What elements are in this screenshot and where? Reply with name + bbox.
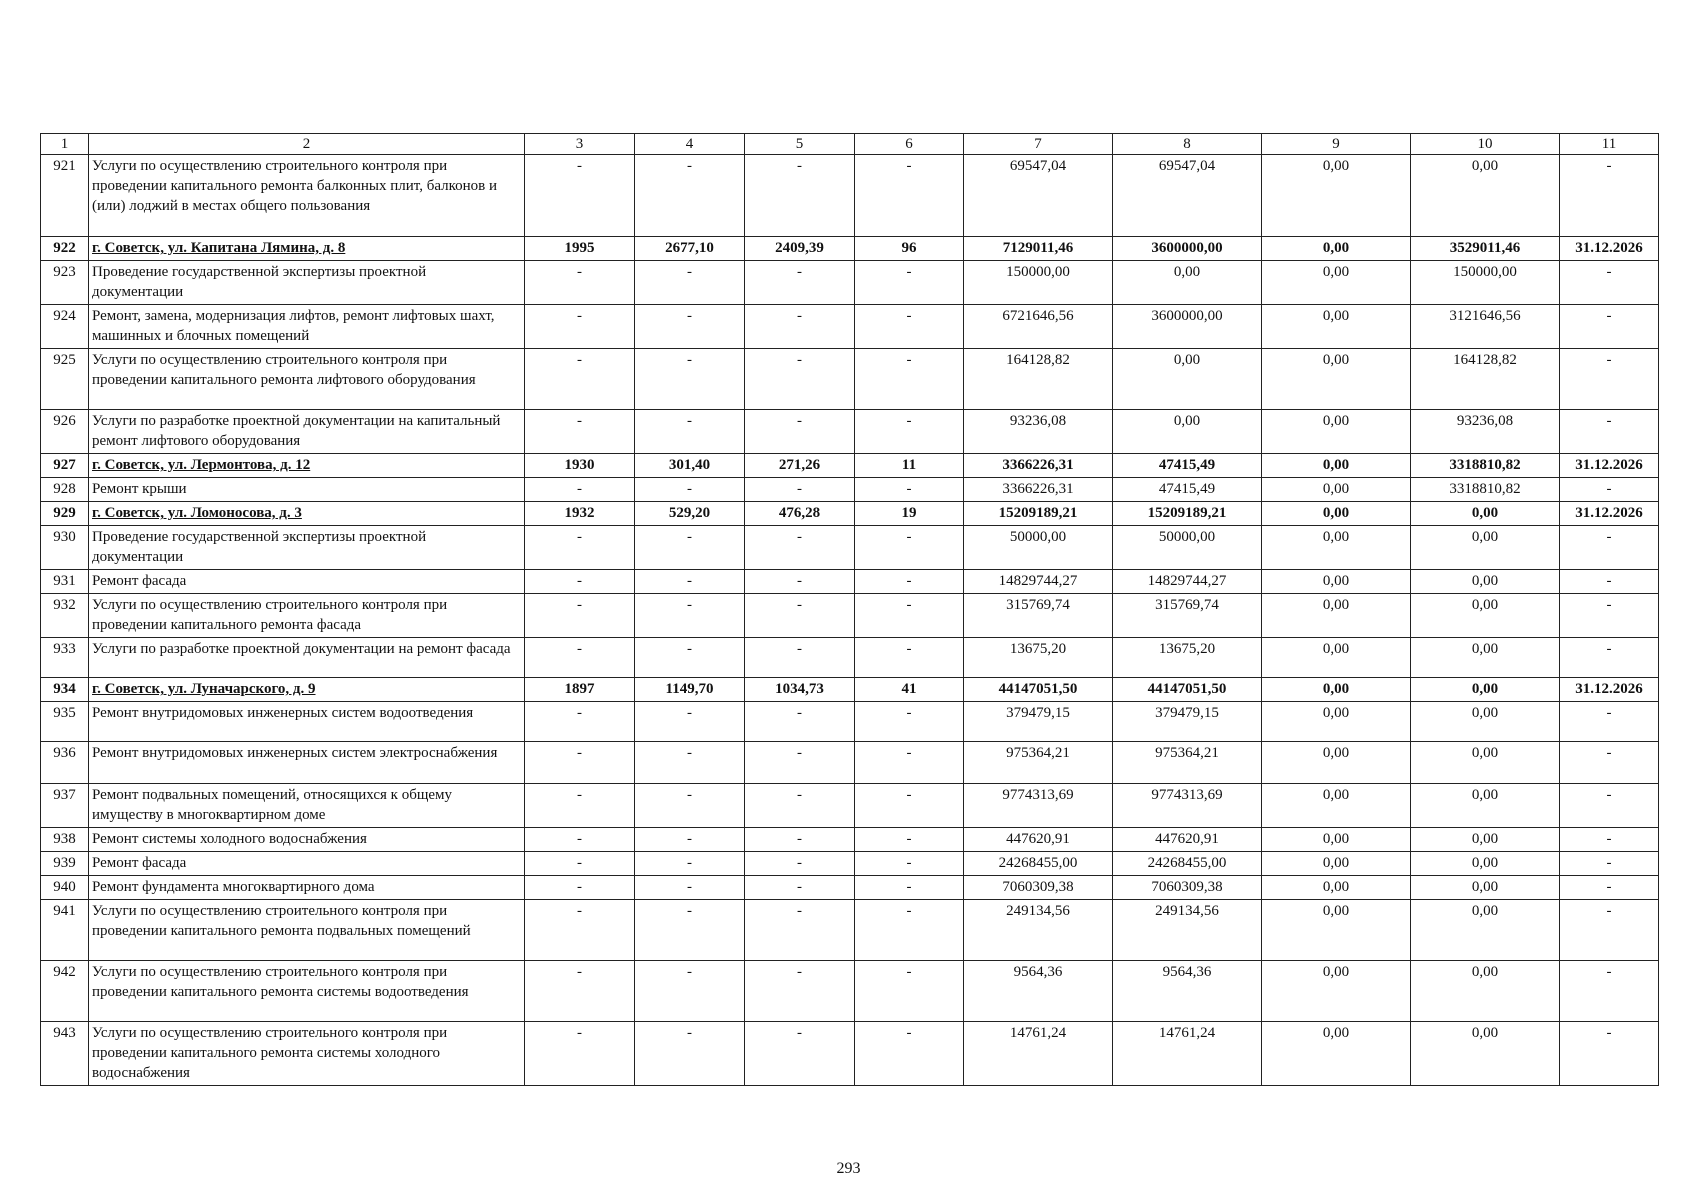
cost-column-8-cell: 249134,56 (1113, 900, 1262, 961)
year-cell: - (525, 570, 635, 594)
cost-column-10-cell: 0,00 (1411, 1022, 1560, 1086)
cost-column-9-cell: 0,00 (1262, 478, 1411, 502)
year-cell: 1897 (525, 678, 635, 702)
cost-column-10-cell: 0,00 (1411, 784, 1560, 828)
column-header: 4 (635, 134, 745, 155)
description-cell: Услуги по осуществлению строительного контроля при проведении капитального ремонта фасада (89, 594, 525, 638)
residents-cell: 11 (855, 454, 964, 478)
row-number-cell: 939 (41, 852, 89, 876)
deadline-cell: 31.12.2026 (1560, 502, 1659, 526)
column-header: 9 (1262, 134, 1411, 155)
column-header: 1 (41, 134, 89, 155)
living-area-cell: - (745, 638, 855, 678)
living-area-cell: - (745, 349, 855, 410)
residents-cell: 96 (855, 237, 964, 261)
cost-column-8-cell: 9774313,69 (1113, 784, 1262, 828)
work-item-row (41, 961, 1659, 1022)
row-number-cell: 930 (41, 526, 89, 570)
deadline-cell: - (1560, 702, 1659, 742)
deadline-cell: 31.12.2026 (1560, 678, 1659, 702)
living-area-cell: 2409,39 (745, 237, 855, 261)
cost-column-10-cell: 0,00 (1411, 502, 1560, 526)
cost-column-8-cell: 9564,36 (1113, 961, 1262, 1022)
column-header: 10 (1411, 134, 1560, 155)
cost-column-10-cell: 0,00 (1411, 678, 1560, 702)
cost-column-8-cell: 379479,15 (1113, 702, 1262, 742)
work-item-row (41, 570, 1659, 594)
cost-column-9-cell: 0,00 (1262, 784, 1411, 828)
year-cell: - (525, 526, 635, 570)
year-cell: - (525, 410, 635, 454)
cost-column-10-cell: 0,00 (1411, 828, 1560, 852)
description-cell: Услуги по осуществлению строительного контроля при проведении капитального ремонта системы холодного водоснабжения (89, 1022, 525, 1086)
residents-cell: - (855, 852, 964, 876)
row-number-cell: 925 (41, 349, 89, 410)
residents-cell: - (855, 961, 964, 1022)
year-cell: 1995 (525, 237, 635, 261)
residents-cell: - (855, 702, 964, 742)
residents-cell: - (855, 784, 964, 828)
living-area-cell: 476,28 (745, 502, 855, 526)
column-header: 7 (964, 134, 1113, 155)
year-cell: 1930 (525, 454, 635, 478)
residents-cell: - (855, 349, 964, 410)
cost-column-10-cell: 0,00 (1411, 570, 1560, 594)
work-item-row (41, 852, 1659, 876)
row-number-cell: 929 (41, 502, 89, 526)
deadline-cell: - (1560, 349, 1659, 410)
deadline-cell: - (1560, 828, 1659, 852)
row-number-cell: 940 (41, 876, 89, 900)
cost-column-9-cell: 0,00 (1262, 828, 1411, 852)
deadline-cell: - (1560, 1022, 1659, 1086)
cost-column-8-cell: 47415,49 (1113, 478, 1262, 502)
cost-column-9-cell: 0,00 (1262, 502, 1411, 526)
total-area-cell: 2677,10 (635, 237, 745, 261)
cost-column-10-cell: 0,00 (1411, 742, 1560, 784)
row-number-cell: 923 (41, 261, 89, 305)
residents-cell: - (855, 594, 964, 638)
cost-column-10-cell: 0,00 (1411, 526, 1560, 570)
description-cell: г. Советск, ул. Ломоносова, д. 3 (89, 502, 525, 526)
cost-column-8-cell: 0,00 (1113, 261, 1262, 305)
year-cell: 1932 (525, 502, 635, 526)
deadline-cell: - (1560, 784, 1659, 828)
residents-cell: - (855, 526, 964, 570)
total-area-cell: - (635, 702, 745, 742)
cost-column-10-cell: 0,00 (1411, 852, 1560, 876)
year-cell: - (525, 349, 635, 410)
description-cell: Ремонт системы холодного водоснабжения (89, 828, 525, 852)
living-area-cell: - (745, 305, 855, 349)
total-cost-cell: 164128,82 (964, 349, 1113, 410)
row-number-cell: 932 (41, 594, 89, 638)
description-cell: г. Советск, ул. Капитана Лямина, д. 8 (89, 237, 525, 261)
cost-column-8-cell: 44147051,50 (1113, 678, 1262, 702)
residents-cell: 41 (855, 678, 964, 702)
residents-cell: - (855, 742, 964, 784)
address-row (41, 502, 1659, 526)
living-area-cell: - (745, 784, 855, 828)
column-header: 2 (89, 134, 525, 155)
cost-column-8-cell: 50000,00 (1113, 526, 1262, 570)
total-cost-cell: 93236,08 (964, 410, 1113, 454)
cost-column-8-cell: 3600000,00 (1113, 305, 1262, 349)
row-number-cell: 924 (41, 305, 89, 349)
cost-column-8-cell: 975364,21 (1113, 742, 1262, 784)
residents-cell: - (855, 638, 964, 678)
living-area-cell: - (745, 852, 855, 876)
deadline-cell: - (1560, 570, 1659, 594)
total-cost-cell: 9774313,69 (964, 784, 1113, 828)
description-cell: Ремонт внутридомовых инженерных систем электроснабжения (89, 742, 525, 784)
total-area-cell: - (635, 876, 745, 900)
deadline-cell: - (1560, 900, 1659, 961)
cost-column-10-cell: 0,00 (1411, 594, 1560, 638)
total-area-cell: - (635, 305, 745, 349)
description-cell: Ремонт фундамента многоквартирного дома (89, 876, 525, 900)
year-cell: - (525, 702, 635, 742)
work-item-row (41, 526, 1659, 570)
year-cell: - (525, 1022, 635, 1086)
living-area-cell: - (745, 876, 855, 900)
cost-column-10-cell: 0,00 (1411, 702, 1560, 742)
total-cost-cell: 379479,15 (964, 702, 1113, 742)
cost-column-8-cell: 447620,91 (1113, 828, 1262, 852)
deadline-cell: - (1560, 155, 1659, 237)
cost-column-9-cell: 0,00 (1262, 155, 1411, 237)
total-cost-cell: 6721646,56 (964, 305, 1113, 349)
row-number-cell: 931 (41, 570, 89, 594)
page-number: 293 (836, 1160, 861, 1177)
row-number-cell: 938 (41, 828, 89, 852)
cost-column-8-cell: 0,00 (1113, 410, 1262, 454)
living-area-cell: - (745, 261, 855, 305)
row-number-cell: 927 (41, 454, 89, 478)
living-area-cell: - (745, 526, 855, 570)
deadline-cell: 31.12.2026 (1560, 454, 1659, 478)
total-area-cell: - (635, 784, 745, 828)
deadline-cell: - (1560, 638, 1659, 678)
work-item-row (41, 594, 1659, 638)
cost-column-9-cell: 0,00 (1262, 237, 1411, 261)
cost-column-8-cell: 3600000,00 (1113, 237, 1262, 261)
description-cell: Услуги по осуществлению строительного контроля при проведении капитального ремонта балконных плит, балконов и (или) лоджий в местах общего пользования (89, 155, 525, 237)
total-area-cell: - (635, 594, 745, 638)
cost-column-8-cell: 0,00 (1113, 349, 1262, 410)
deadline-cell: - (1560, 526, 1659, 570)
cost-column-8-cell: 14761,24 (1113, 1022, 1262, 1086)
year-cell: - (525, 155, 635, 237)
living-area-cell: - (745, 961, 855, 1022)
description-cell: Услуги по разработке проектной документации на ремонт фасада (89, 638, 525, 678)
cost-column-10-cell: 3529011,46 (1411, 237, 1560, 261)
year-cell: - (525, 742, 635, 784)
description-cell: г. Советск, ул. Луначарского, д. 9 (89, 678, 525, 702)
cost-column-8-cell: 315769,74 (1113, 594, 1262, 638)
residents-cell: - (855, 478, 964, 502)
row-number-cell: 921 (41, 155, 89, 237)
cost-column-10-cell: 0,00 (1411, 155, 1560, 237)
work-item-row (41, 784, 1659, 828)
cost-column-9-cell: 0,00 (1262, 702, 1411, 742)
cost-column-9-cell: 0,00 (1262, 454, 1411, 478)
total-area-cell: - (635, 526, 745, 570)
cost-column-9-cell: 0,00 (1262, 852, 1411, 876)
address-row (41, 678, 1659, 702)
cost-column-9-cell: 0,00 (1262, 410, 1411, 454)
total-area-cell: - (635, 1022, 745, 1086)
total-area-cell: - (635, 155, 745, 237)
living-area-cell: - (745, 828, 855, 852)
row-number-cell: 934 (41, 678, 89, 702)
column-header: 5 (745, 134, 855, 155)
cost-column-8-cell: 13675,20 (1113, 638, 1262, 678)
work-item-row (41, 478, 1659, 502)
cost-column-9-cell: 0,00 (1262, 526, 1411, 570)
residents-cell: - (855, 570, 964, 594)
description-cell: Ремонт крыши (89, 478, 525, 502)
cost-column-10-cell: 0,00 (1411, 638, 1560, 678)
total-cost-cell: 14761,24 (964, 1022, 1113, 1086)
year-cell: - (525, 828, 635, 852)
total-cost-cell: 69547,04 (964, 155, 1113, 237)
description-cell: Услуги по осуществлению строительного контроля при проведении капитального ремонта подвальных помещений (89, 900, 525, 961)
total-area-cell: 529,20 (635, 502, 745, 526)
deadline-cell: - (1560, 876, 1659, 900)
year-cell: - (525, 638, 635, 678)
cost-column-8-cell: 47415,49 (1113, 454, 1262, 478)
column-number-row (41, 134, 1659, 155)
work-item-row (41, 742, 1659, 784)
column-header: 8 (1113, 134, 1262, 155)
residents-cell: - (855, 305, 964, 349)
total-cost-cell: 9564,36 (964, 961, 1113, 1022)
living-area-cell: - (745, 478, 855, 502)
total-cost-cell: 14829744,27 (964, 570, 1113, 594)
year-cell: - (525, 900, 635, 961)
year-cell: - (525, 852, 635, 876)
description-cell: Проведение государственной экспертизы проектной документации (89, 261, 525, 305)
cost-column-9-cell: 0,00 (1262, 900, 1411, 961)
address-row (41, 237, 1659, 261)
description-cell: Ремонт подвальных помещений, относящихся к общему имуществу в многоквартирном доме (89, 784, 525, 828)
cost-column-9-cell: 0,00 (1262, 570, 1411, 594)
total-cost-cell: 3366226,31 (964, 454, 1113, 478)
cost-column-10-cell: 150000,00 (1411, 261, 1560, 305)
total-area-cell: 301,40 (635, 454, 745, 478)
year-cell: - (525, 261, 635, 305)
cost-column-10-cell: 93236,08 (1411, 410, 1560, 454)
total-area-cell: - (635, 410, 745, 454)
living-area-cell: - (745, 702, 855, 742)
residents-cell: - (855, 1022, 964, 1086)
cost-column-10-cell: 3318810,82 (1411, 478, 1560, 502)
work-item-row (41, 1022, 1659, 1086)
total-area-cell: - (635, 852, 745, 876)
total-cost-cell: 150000,00 (964, 261, 1113, 305)
total-area-cell: - (635, 900, 745, 961)
row-number-cell: 926 (41, 410, 89, 454)
cost-column-8-cell: 15209189,21 (1113, 502, 1262, 526)
total-cost-cell: 447620,91 (964, 828, 1113, 852)
deadline-cell: - (1560, 478, 1659, 502)
cost-column-10-cell: 0,00 (1411, 900, 1560, 961)
work-item-row (41, 349, 1659, 410)
deadline-cell: - (1560, 961, 1659, 1022)
total-cost-cell: 315769,74 (964, 594, 1113, 638)
cost-column-9-cell: 0,00 (1262, 678, 1411, 702)
row-number-cell: 941 (41, 900, 89, 961)
capital-repair-table (40, 133, 1659, 1086)
work-item-row (41, 828, 1659, 852)
description-cell: Проведение государственной экспертизы проектной документации (89, 526, 525, 570)
deadline-cell: - (1560, 594, 1659, 638)
work-item-row (41, 900, 1659, 961)
total-cost-cell: 44147051,50 (964, 678, 1113, 702)
description-cell: Ремонт фасада (89, 852, 525, 876)
living-area-cell: - (745, 594, 855, 638)
cost-column-10-cell: 3318810,82 (1411, 454, 1560, 478)
row-number-cell: 935 (41, 702, 89, 742)
cost-column-9-cell: 0,00 (1262, 638, 1411, 678)
row-number-cell: 942 (41, 961, 89, 1022)
deadline-cell: - (1560, 742, 1659, 784)
cost-column-8-cell: 69547,04 (1113, 155, 1262, 237)
total-cost-cell: 50000,00 (964, 526, 1113, 570)
total-cost-cell: 7129011,46 (964, 237, 1113, 261)
year-cell: - (525, 305, 635, 349)
total-cost-cell: 975364,21 (964, 742, 1113, 784)
total-cost-cell: 249134,56 (964, 900, 1113, 961)
total-cost-cell: 7060309,38 (964, 876, 1113, 900)
description-cell: Ремонт, замена, модернизация лифтов, ремонт лифтовых шахт, машинных и блочных помещений (89, 305, 525, 349)
deadline-cell: - (1560, 852, 1659, 876)
total-area-cell: - (635, 570, 745, 594)
column-header: 6 (855, 134, 964, 155)
description-cell: Услуги по разработке проектной документации на капитальный ремонт лифтового оборудования (89, 410, 525, 454)
cost-column-8-cell: 14829744,27 (1113, 570, 1262, 594)
work-item-row (41, 702, 1659, 742)
residents-cell: - (855, 876, 964, 900)
row-number-cell: 936 (41, 742, 89, 784)
work-item-row (41, 261, 1659, 305)
residents-cell: - (855, 155, 964, 237)
total-area-cell: - (635, 478, 745, 502)
description-cell: г. Советск, ул. Лермонтова, д. 12 (89, 454, 525, 478)
cost-column-10-cell: 0,00 (1411, 961, 1560, 1022)
total-area-cell: - (635, 742, 745, 784)
total-cost-cell: 15209189,21 (964, 502, 1113, 526)
residents-cell: - (855, 261, 964, 305)
deadline-cell: 31.12.2026 (1560, 237, 1659, 261)
living-area-cell: - (745, 900, 855, 961)
cost-column-9-cell: 0,00 (1262, 594, 1411, 638)
column-header: 3 (525, 134, 635, 155)
row-number-cell: 943 (41, 1022, 89, 1086)
living-area-cell: - (745, 742, 855, 784)
residents-cell: - (855, 828, 964, 852)
residents-cell: - (855, 410, 964, 454)
cost-column-9-cell: 0,00 (1262, 961, 1411, 1022)
work-item-row (41, 155, 1659, 237)
total-area-cell: - (635, 261, 745, 305)
row-number-cell: 928 (41, 478, 89, 502)
cost-column-10-cell: 0,00 (1411, 876, 1560, 900)
total-area-cell: 1149,70 (635, 678, 745, 702)
residents-cell: - (855, 900, 964, 961)
total-area-cell: - (635, 638, 745, 678)
residents-cell: 19 (855, 502, 964, 526)
cost-column-9-cell: 0,00 (1262, 349, 1411, 410)
cost-column-9-cell: 0,00 (1262, 876, 1411, 900)
table-body (41, 155, 1659, 1086)
row-number-cell: 933 (41, 638, 89, 678)
column-header: 11 (1560, 134, 1659, 155)
total-cost-cell: 3366226,31 (964, 478, 1113, 502)
cost-column-9-cell: 0,00 (1262, 261, 1411, 305)
deadline-cell: - (1560, 261, 1659, 305)
year-cell: - (525, 478, 635, 502)
living-area-cell: 1034,73 (745, 678, 855, 702)
deadline-cell: - (1560, 305, 1659, 349)
work-item-row (41, 876, 1659, 900)
description-cell: Ремонт фасада (89, 570, 525, 594)
total-area-cell: - (635, 961, 745, 1022)
cost-column-8-cell: 7060309,38 (1113, 876, 1262, 900)
living-area-cell: 271,26 (745, 454, 855, 478)
cost-column-9-cell: 0,00 (1262, 305, 1411, 349)
description-cell: Услуги по осуществлению строительного контроля при проведении капитального ремонта системы водоотведения (89, 961, 525, 1022)
total-area-cell: - (635, 828, 745, 852)
year-cell: - (525, 876, 635, 900)
cost-column-9-cell: 0,00 (1262, 742, 1411, 784)
description-cell: Ремонт внутридомовых инженерных систем водоотведения (89, 702, 525, 742)
cost-column-10-cell: 3121646,56 (1411, 305, 1560, 349)
row-number-cell: 922 (41, 237, 89, 261)
work-item-row (41, 638, 1659, 678)
living-area-cell: - (745, 570, 855, 594)
year-cell: - (525, 961, 635, 1022)
description-cell: Услуги по осуществлению строительного контроля при проведении капитального ремонта лифтового оборудования (89, 349, 525, 410)
living-area-cell: - (745, 410, 855, 454)
work-item-row (41, 305, 1659, 349)
total-area-cell: - (635, 349, 745, 410)
cost-column-10-cell: 164128,82 (1411, 349, 1560, 410)
year-cell: - (525, 594, 635, 638)
deadline-cell: - (1560, 410, 1659, 454)
living-area-cell: - (745, 1022, 855, 1086)
year-cell: - (525, 784, 635, 828)
cost-column-8-cell: 24268455,00 (1113, 852, 1262, 876)
living-area-cell: - (745, 155, 855, 237)
address-row (41, 454, 1659, 478)
row-number-cell: 937 (41, 784, 89, 828)
total-cost-cell: 24268455,00 (964, 852, 1113, 876)
work-item-row (41, 410, 1659, 454)
total-cost-cell: 13675,20 (964, 638, 1113, 678)
cost-column-9-cell: 0,00 (1262, 1022, 1411, 1086)
